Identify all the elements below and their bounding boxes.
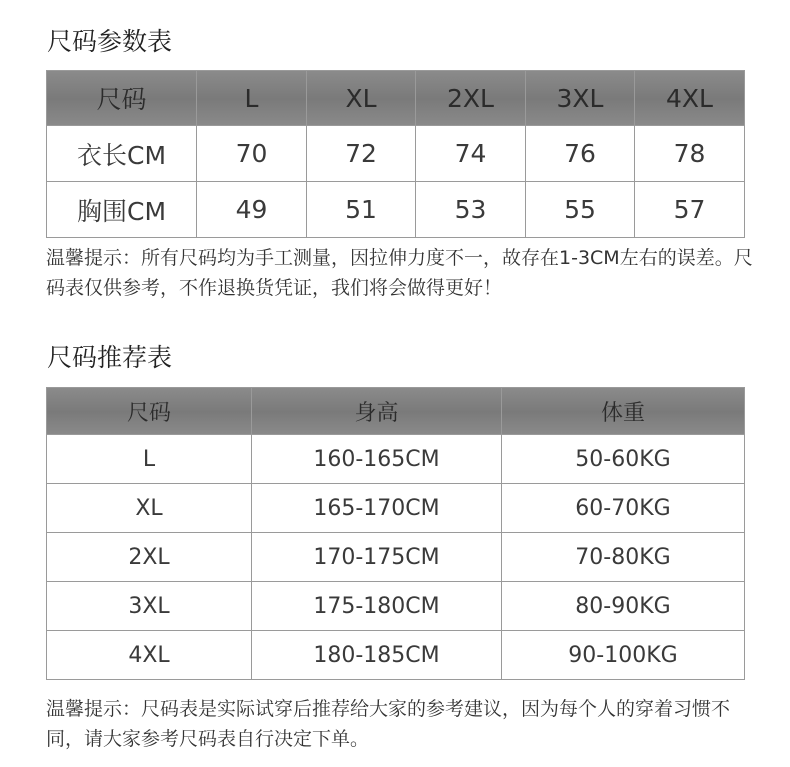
table-cell: L	[47, 435, 252, 484]
table-row	[47, 182, 745, 238]
table-row	[47, 533, 745, 582]
size-params-table	[46, 70, 745, 238]
header-cell-height: 身高	[252, 388, 502, 435]
table-cell: 74	[416, 126, 526, 182]
table-row	[47, 126, 745, 182]
header-cell-weight: 体重	[502, 388, 745, 435]
table-cell: 90-100KG	[502, 631, 745, 680]
size-params-title: 尺码参数表	[47, 27, 173, 56]
table-row	[47, 484, 745, 533]
table-cell: 80-90KG	[502, 582, 745, 631]
table-cell: 76	[526, 126, 635, 182]
header-cell-4xl: 4XL	[635, 71, 745, 126]
row-label: 胸围CM	[47, 182, 197, 238]
header-cell-xl: XL	[307, 71, 416, 126]
table-cell: 60-70KG	[502, 484, 745, 533]
table-cell: XL	[47, 484, 252, 533]
table-header-row	[47, 71, 745, 126]
table-row	[47, 631, 745, 680]
table-cell: 160-165CM	[252, 435, 502, 484]
table-cell: 51	[307, 182, 416, 238]
table-cell: 57	[635, 182, 745, 238]
table-cell: 165-170CM	[252, 484, 502, 533]
table-cell: 50-60KG	[502, 435, 745, 484]
table-cell: 70-80KG	[502, 533, 745, 582]
size-recommend-title: 尺码推荐表	[47, 343, 173, 372]
header-cell-size: 尺码	[47, 71, 197, 126]
table-cell: 170-175CM	[252, 533, 502, 582]
table-cell: 78	[635, 126, 745, 182]
table-cell: 3XL	[47, 582, 252, 631]
table-cell: 175-180CM	[252, 582, 502, 631]
table-cell: 55	[526, 182, 635, 238]
header-cell-l: L	[197, 71, 307, 126]
table-cell: 70	[197, 126, 307, 182]
table-cell: 53	[416, 182, 526, 238]
size-recommend-note: 温馨提示：尺码表是实际试穿后推荐给大家的参考建议，因为每个人的穿着习惯不同，请大家参考尺码表自行决定下单。	[46, 698, 731, 750]
table-row	[47, 435, 745, 484]
table-cell: 180-185CM	[252, 631, 502, 680]
header-cell-3xl: 3XL	[526, 71, 635, 126]
table-row	[47, 582, 745, 631]
size-params-note: 温馨提示：所有尺码均为手工测量，因拉伸力度不一，故存在1-3CM左右的误差。尺码表仅供参考，不作退换货凭证，我们将会做得更好！	[46, 247, 753, 299]
header-cell-size: 尺码	[47, 388, 252, 435]
table-cell: 2XL	[47, 533, 252, 582]
table-cell: 72	[307, 126, 416, 182]
size-recommend-table	[46, 387, 745, 680]
table-cell: 49	[197, 182, 307, 238]
row-label: 衣长CM	[47, 126, 197, 182]
table-cell: 4XL	[47, 631, 252, 680]
header-cell-2xl: 2XL	[416, 71, 526, 126]
table-header-row	[47, 388, 745, 435]
